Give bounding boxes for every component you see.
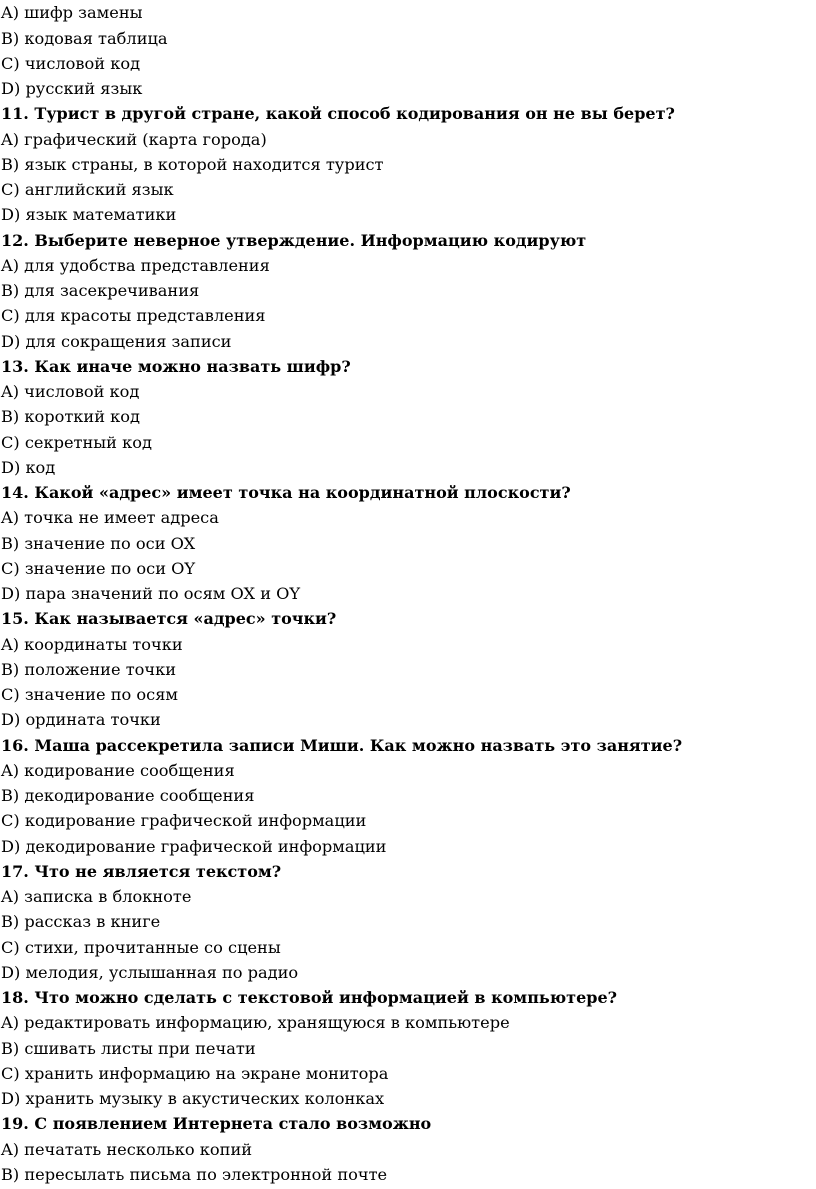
option-line: C) хранить информацию на экране монитора xyxy=(1,1064,389,1083)
option-line: B) для засекречивания xyxy=(1,281,200,300)
option-line: D) декодирование графической информации xyxy=(1,837,387,856)
option-line: D) хранить музыку в акустических колонках xyxy=(1,1089,385,1108)
option-line: C) значение по осям xyxy=(1,685,178,704)
option-line: D) код xyxy=(1,458,56,477)
option-line: C) числовой код xyxy=(1,54,141,73)
option-line: D) русский язык xyxy=(1,79,143,98)
option-line: D) пара значений по осям OX и OY xyxy=(1,584,301,603)
option-line: C) английский язык xyxy=(1,180,174,199)
option-line: A) редактировать информацию, хранящуюся в компьютере xyxy=(1,1013,510,1032)
option-line: C) для красоты представления xyxy=(1,306,266,325)
option-line: B) декодирование сообщения xyxy=(1,786,255,805)
question-heading: 13. Как иначе можно назвать шифр? xyxy=(1,357,351,376)
option-line: B) значение по оси OX xyxy=(1,534,196,553)
option-line: A) кодирование сообщения xyxy=(1,761,235,780)
option-line: A) шифр замены xyxy=(1,3,143,22)
option-line: D) для сокращения записи xyxy=(1,332,232,351)
option-line: C) значение по оси OY xyxy=(1,559,196,578)
option-line: A) графический (карта города) xyxy=(1,130,267,149)
question-heading: 12. Выберите неверное утверждение. Информацию кодируют xyxy=(1,231,587,250)
option-line: B) положение точки xyxy=(1,660,177,679)
option-line: B) язык страны, в которой находится турист xyxy=(1,155,384,174)
option-line: A) печатать несколько копий xyxy=(1,1140,253,1159)
question-heading: 15. Как называется «адрес» точки? xyxy=(1,609,337,628)
option-line: B) пересылать письма по электронной почте xyxy=(1,1165,388,1184)
question-heading: 17. Что не является текстом? xyxy=(1,862,282,881)
option-line: B) кодовая таблица xyxy=(1,29,168,48)
option-line: D) ордината точки xyxy=(1,710,161,729)
question-heading: 16. Маша рассекретила записи Миши. Как можно назвать это занятие? xyxy=(1,736,683,755)
question-heading: 19. С появлением Интернета стало возможно xyxy=(1,1114,432,1133)
option-line: A) записка в блокноте xyxy=(1,887,192,906)
question-heading: 14. Какой «адрес» имеет точка на координатной плоскости? xyxy=(1,483,571,502)
option-line: B) сшивать листы при печати xyxy=(1,1039,256,1058)
option-line: C) секретный код xyxy=(1,433,152,452)
option-line: A) числовой код xyxy=(1,382,140,401)
option-line: D) мелодия, услышанная по радио xyxy=(1,963,299,982)
option-line: B) короткий код xyxy=(1,407,140,426)
option-line: A) координаты точки xyxy=(1,635,183,654)
option-line: D) язык математики xyxy=(1,205,177,224)
option-line: B) рассказ в книге xyxy=(1,912,161,931)
option-line: A) для удобства представления xyxy=(1,256,270,275)
option-line: C) кодирование графической информации xyxy=(1,811,367,830)
question-heading: 18. Что можно сделать с текстовой информацией в компьютере? xyxy=(1,988,618,1007)
option-line: A) точка не имеет адреса xyxy=(1,508,219,527)
question-heading: 11. Турист в другой стране, какой способ кодирования он не вы берет? xyxy=(1,104,675,123)
option-line: C) стихи, прочитанные со сцены xyxy=(1,938,281,957)
